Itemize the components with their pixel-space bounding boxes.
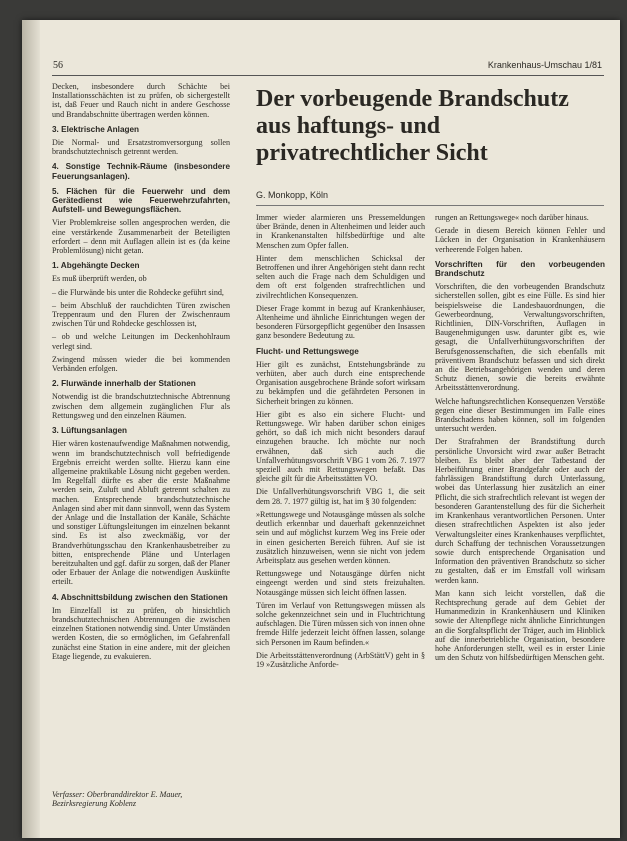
author-rule [256, 205, 604, 206]
paragraph: Dieser Frage kommt in bezug auf Krankenhäuser, Altenheime und ähnliche Einrichtungen wegen der besonderen Fürsorgepflicht gegenüber den Insassen ganz besondere Bedeutung zu. [256, 303, 425, 341]
paragraph: – die Flurwände bis unter die Rohdecke geführt sind, [52, 287, 224, 297]
list-heading: 3. Elektrische Anlagen [52, 124, 140, 134]
author-footnote: Verfasser: Oberbranddirektor E. Mauer, Bezirksregierung Koblenz [52, 790, 183, 809]
title-line: privatrechtlicher Sicht [256, 140, 488, 166]
list-heading: 4. Abschnittsbildung zwischen den Stationen [52, 592, 228, 602]
paragraph: Hinter dem menschlichen Schicksal der Betroffenen und ihrer Angehörigen steht dann recht selten auch die Frage nach dem Schuldigen und dem oft erst folgenden strafrechtlichen und zivilrechtlichen Konsequenzen. [256, 253, 425, 300]
paragraph: Die Normal- und Ersatzstromversorgung sollen brandschutztechnisch getrennt werden. [52, 138, 230, 157]
paragraph: Hier gilt es zunächst, Entstehungsbrände zu verhüten, aber auch durch eine entsprechende Organisation ausgebrochene Brände sofort wirksam zu bekämpfen und die gefährdeten Personen in Sicherheit bringen zu können. [256, 359, 425, 406]
section-heading: Vorschriften für den vorbeugenden Brandschutz [435, 259, 605, 279]
document-page [22, 20, 620, 838]
paragraph: Hier wären kostenaufwendige Maßnahmen notwendig, wenn im brandschutztechnisch voll befriedigende Ergebnis erreicht werden sollte. Hierzu kann eine allgemeine praktikable Lösung nicht gegeben werden. Im Regelfall dürfte es aber die erste Maßnahme werden sein, Zuluft und Abluft getrennt schalten zu machen. Entsprechende brandschutztechnische Anlagen sind aber mit dann sinnvoll, wenn das System der Anlage und die Installation der Kanäle, Schächte und sonstiger Lüftungsleitungen im einzelnen bekannt sind. Es ist also zweckmäßig, vor der Brandverhütungsschau den Krankenhausbetreiber zu bitten, entsprechende Pläne und Unterlagen bereitzuhalten und ggf. dafür zu sorgen, daß der Planer oder Erbauer der Anlage die notwendigen Auskünfte erteilt. [52, 439, 230, 587]
list-heading: 4. Sonstige Technik-Räume (insbesondere Feuerungsanlagen). [52, 162, 230, 181]
paragraph: Vier Problemkreise sollen angesprochen werden, die eine verstärkende Zusammenarbeit der Beteiligten erfordert – denn mit Auflagen allein ist es (da keine Problemlösung) nicht getan. [52, 218, 230, 256]
page-binding-edge [22, 20, 40, 838]
list-heading: 5. Flächen für die Feuerwehr und dem Gerätedienst wie Feuerwehrzufahrten, Aufstell- und Bewegungsflächen. [52, 186, 230, 215]
page-number: 56 [53, 60, 63, 71]
paragraph: Die Unfallverhütungsvorschrift VBG 1, die seit dem 28. 7. 1977 gültig ist, hat im § 30 folgenden: [256, 487, 425, 506]
paragraph: Man kann sich leicht vorstellen, daß die Rechtsprechung gerade auf dem Gebiet der Humanmedizin in Krankenhäusern und Kliniken sowie der Altenpflege nicht ähnliche Einrichtungen an die Sorgfaltspflicht der Träger, auch im Hinblick auf die innerbetriebliche Organisation, besondere hohe Anforderungen stellt, weil es in erster Linie um den Schutz von hilfsbedürftigen Menschen geht. [435, 588, 605, 663]
paragraph: Hier gibt es also ein sichere Flucht- und Rettungswege. Wir haben darüber schon einiges gehört, so daß ich mich nicht besonders darauf einzugehen brauche. Ich möchte nur noch erwähnen, daß sich auch die Unfallverhütungsvorschrift VBG 1 vom 26. 7. 1977 speziell auch mit Rettungswegen befaßt. Das gleiche gilt für die Arbeitsstätten VO. [256, 409, 425, 484]
paragraph: Türen im Verlauf von Rettungswegen müssen als solche gekennzeichnet sein und in Fluchtrichtung aufschlagen. Die Türen müssen sich von innen ohne fremde Hilfe jederzeit leicht öffnen lassen, solange sich Personen im Raum befinden.« [256, 600, 425, 647]
title-line: aus haftungs- und [256, 113, 441, 139]
paragraph: Gerade in diesem Bereich können Fehler und Lücken in der Organisation in Krankenhäusern verheerende Folgen haben. [435, 226, 605, 254]
title-line: Der vorbeugende Brandschutz [256, 86, 569, 112]
paragraph: »Rettungswege und Notausgänge müssen als solche deutlich erkennbar und dauerhaft gekennzeichnet sein und auf möglichst kurzem Weg ins Freie oder in einen gesicherten Bereich führen. Auf sie ist zusätzlich hinzuweisen, wenn sie nicht von jedem Arbeitsplatz aus gesehen werden können. [256, 509, 425, 565]
column-right [435, 213, 605, 666]
list-heading: 3. Lüftungsanlagen [52, 426, 128, 436]
header-rule [52, 75, 604, 76]
paragraph: rungen an Rettungswege« noch darüber hinaus. [435, 213, 589, 222]
paragraph: – ob und welche Leitungen im Deckenhohlraum verlegt sind. [52, 332, 230, 351]
paragraph: Decken, insbesondere durch Schächte bei Installationsschächten ist zu prüfen, ob sichergestellt ist, daß Feuer und Rauch nicht in andere Geschosse und Brandabschnitte übertragen werden können. [52, 82, 230, 119]
journal-name: Krankenhaus-Umschau 1/81 [487, 60, 602, 70]
section-heading: Flucht- und Rettungswege [256, 346, 359, 356]
list-heading: 1. Abgehängte Decken [52, 261, 140, 271]
column-left [52, 82, 230, 665]
article-title [256, 86, 616, 167]
paragraph: Rettungswege und Notausgänge dürfen nicht eingeengt werden und sind stets freizuhalten. Notausgänge müssen sich leicht öffnen lassen. [256, 569, 425, 597]
paragraph: Im Einzelfall ist zu prüfen, ob hinsichtlich brandschutztechnischen Abtrennungen die zwischen einzelnen Stationen notwendig sind. Unter Umständen werden Kosten, die so ermöglichen, im Gefahrenfall zunächst eine Station in eine andere, mit der gleichen Etage liegende, zu evakuieren. [52, 605, 230, 661]
paragraph: Vorschriften, die den vorbeugenden Brandschutz sicherstellen sollen, gibt es eine Fülle. Es sind hier beispielsweise die Landesbauordnungen, die Gewerbeordnung, Verwaltungsvorschriften, Richtlinien, DIN-Vorschriften, Auflagen in Baugenehmigungen usw. darunter gibt es, wie gesagt, die Unfallverhütungsvorschriften der Berufsgenossenschaften, die sich ebenfalls mit präventivem Brandschutz befassen und sich direkt an die Betriebsangehörigen wenden und deren Schutz dienen, sowie die bereits erwähnte Arbeitsstättenverordnung. [435, 282, 605, 393]
paragraph: Es muß überprüft werden, ob [52, 274, 147, 284]
paragraph: Zwingend müssen wieder die bei kommenden Verbänden erfolgen. [52, 354, 230, 374]
paragraph: Immer wieder alarmieren uns Pressemeldungen über Brände, denen in Altenheimen und leider auch in Krankenanstalten hilfsbedürftige und alte Menschen zum Opfer fallen. [256, 213, 425, 250]
list-heading: 2. Flurwände innerhalb der Stationen [52, 379, 196, 389]
article-author: G. Monkopp, Köln [256, 190, 329, 200]
paragraph: Die Arbeitsstättenverordnung (ArbStättV) geht in § 19 »Zusätzliche Anforde- [256, 650, 425, 669]
column-middle [256, 213, 425, 673]
paragraph: Notwendig ist die brandschutztechnische Abtrennung zwischen dem allgemein zugänglichen Flur als Rettungsweg und den einzelnen Räumen. [52, 392, 230, 420]
paragraph: Der Strafrahmen der Brandstiftung durch persönliche Unvorsicht wird zwar außer Betracht bleiben. Es bleibt aber der Tatbestand der Herbeiführung einer Brandgefahr oder auch der fahrlässigen Brandstiftung durch Unterlassung, wobei das Unterlassung hier zusätzlich an einer Pflicht, die sich strafrechtlich relevant ist wegen der besonderen Garantenstellung des für die Sicherheit im Krankenhaus verantwortlichen Personen. Unter diesen strafrechtlichen Aspekten ist also jeder Verwaltungsleiter eines Krankenhauses verpflichtet, durch Schaffung der technischen Voraussetzungen sowie durch entsprechende Organisation und Information den präventiven Brandschutz so sicher zu gestalten, daß er im Ernstfall voll wirksam werden kann. [435, 437, 605, 585]
paragraph: – beim Abschluß der rauchdichten Türen zwischen Treppenraum und den Fluren der Zwischenraum zwischen Tür und Rohdecke geschlossen ist, [52, 300, 230, 329]
paragraph: Welche haftungsrechtlichen Konsequenzen Verstöße gegen eine dieser Bestimmungen im Falle eines Brandschadens haben können, soll im folgenden untersucht werden. [435, 396, 605, 434]
